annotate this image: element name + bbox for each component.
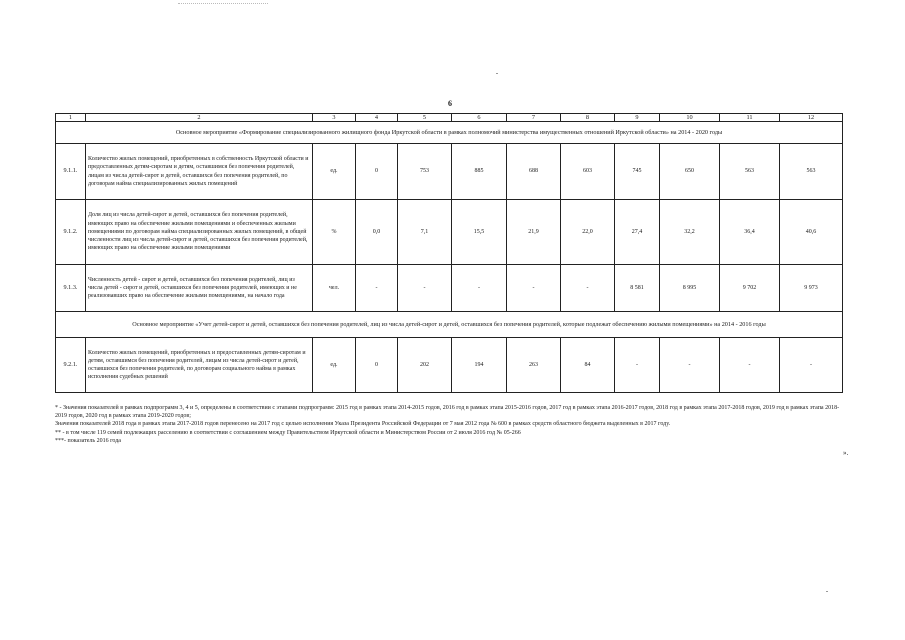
footnote: * - Значения показателей в рамках подпрограмм 3, 4 и 5, определены в соответствии с этапами подпрограмм: 2015 год в рамках этапа 2014-2015 годов, 2016 год в рамках этапа 2015-2016 годов, 2017 год в рамках этапа 2016-2017 годов, 2018 год в рамках этапа 2017-2018 годов, 2019 год в рамках этапа 2018-2019 годов, 2020 год в рамках этапа 2019-2020 годов; — [55, 405, 840, 420]
row-value: 0 — [356, 338, 398, 393]
row-value: - — [356, 265, 398, 312]
row-value: - — [615, 338, 660, 393]
footnote: ** - в том числе 119 семей подлежащих расселению в соответствии с соглашением между Правительством Иркутской области и Министерством России от 2 июля 2016 год № 05-266 — [55, 429, 521, 436]
row-description: Количество жилых помещений, приобретенных и предоставленных детям-сиротам и детям, оставшимся без попечения родителей, лицам из числа детей-сирот и детей, оставшихся без попечения родителей, по договорам социального найма в рамках исполнения судебных решений — [86, 338, 313, 393]
closing-quote: ». — [843, 449, 849, 457]
header-cell: 7 — [507, 114, 561, 122]
row-value: 40,6 — [780, 200, 843, 265]
row-value: - — [780, 338, 843, 393]
row-value: - — [720, 338, 780, 393]
row-code: 9.2.1. — [56, 338, 86, 393]
footnotes — [55, 404, 845, 445]
row-value: 753 — [398, 144, 452, 200]
row-value: - — [660, 338, 720, 393]
row-code: 9.1.1. — [56, 144, 86, 200]
scan-speck — [496, 73, 498, 74]
row-value: - — [507, 265, 561, 312]
row-value: 202 — [398, 338, 452, 393]
row-value: 263 — [507, 338, 561, 393]
header-cell: 1 — [56, 114, 86, 122]
scan-speck — [826, 591, 828, 592]
header-cell: 11 — [720, 114, 780, 122]
row-value: 32,2 — [660, 200, 720, 265]
header-cell: 3 — [313, 114, 356, 122]
row-unit: % — [313, 200, 356, 265]
row-description: Доля лиц из числа детей-сирот и детей, оставшихся без попечения родителей, имеющих право на обеспечение жилыми помещениями и обеспеченных жилыми помещениями по договорам найма специализированных жилых помещений, в общей численности лиц из числа детей-сирот и детей, оставшихся без попечения родителей, имеющих право на обеспечение жилыми помещениями — [86, 200, 313, 265]
row-value: 650 — [660, 144, 720, 200]
row-value: 8 995 — [660, 265, 720, 312]
table-row — [56, 144, 843, 200]
row-value: - — [561, 265, 615, 312]
row-code: 9.1.3. — [56, 265, 86, 312]
row-code: 9.1.2. — [56, 200, 86, 265]
header-cell: 9 — [615, 114, 660, 122]
footnote: Значения показателей 2018 года в рамках этапа 2017-2018 годов перенесено на 2017 год с целью исполнения Указа Президента Российской Федерации от 7 мая 2012 года № 600 в рамках средств областного бюджета выделенных в 2017 году. — [55, 421, 671, 428]
row-value: 22,0 — [561, 200, 615, 265]
row-value: 885 — [452, 144, 507, 200]
row-value: 0 — [356, 144, 398, 200]
row-value: 563 — [720, 144, 780, 200]
row-value: 7,1 — [398, 200, 452, 265]
row-value: 194 — [452, 338, 507, 393]
row-value: 603 — [561, 144, 615, 200]
header-cell: 4 — [356, 114, 398, 122]
row-value: 21,9 — [507, 200, 561, 265]
scan-artifact — [178, 3, 268, 6]
row-value: 9 702 — [720, 265, 780, 312]
table-row — [56, 265, 843, 312]
header-cell: 10 — [660, 114, 720, 122]
header-cell: 8 — [561, 114, 615, 122]
header-cell: 5 — [398, 114, 452, 122]
row-value: 27,4 — [615, 200, 660, 265]
header-cell: 6 — [452, 114, 507, 122]
section-title: Основное мероприятие «Формирование специализированного жилищного фонда Иркутской области в рамках полномочий министерства имущественных отношений Иркутской области» на 2014 - 2020 годы — [56, 122, 843, 144]
table-row — [56, 338, 843, 393]
section-title: Основное мероприятие «Учет детей-сирот и детей, оставшихся без попечения родителей, лиц из числа детей-сирот и детей, оставшихся без попечения родителей, которые подлежат обеспечению жилыми помещениями» на 2014 - 2016 годы — [56, 312, 843, 338]
row-unit: ед. — [313, 338, 356, 393]
section-row — [56, 122, 843, 144]
row-value: 36,4 — [720, 200, 780, 265]
row-value: 15,5 — [452, 200, 507, 265]
header-cell: 12 — [780, 114, 843, 122]
header-cell: 2 — [86, 114, 313, 122]
row-unit: ед. — [313, 144, 356, 200]
page-number: 6 — [448, 99, 452, 108]
row-description: Численность детей - сирот и детей, оставшихся без попечения родителей, лиц из числа детей - сирот и детей, оставшихся без попечения родителей, имеющих и не реализовавших право на обеспечение жилыми помещениями, на начало года — [86, 265, 313, 312]
row-value: 563 — [780, 144, 843, 200]
row-value: 9 973 — [780, 265, 843, 312]
header-row — [56, 114, 843, 122]
row-value: 0,0 — [356, 200, 398, 265]
indicators-table — [55, 113, 843, 393]
row-unit: чел. — [313, 265, 356, 312]
table-row — [56, 200, 843, 265]
row-value: - — [452, 265, 507, 312]
row-value: 84 — [561, 338, 615, 393]
row-value: 8 581 — [615, 265, 660, 312]
row-value: 745 — [615, 144, 660, 200]
row-value: - — [398, 265, 452, 312]
row-description: Количество жилых помещений, приобретенных в собственность Иркутской области и предоставленных детям-сиротам и детям, оставшимся без попечения родителей, лицам из числа детей-сирот и детей, оставшихся без попечения родителей, по договорам найма специализированных жилых помещений — [86, 144, 313, 200]
section-row — [56, 312, 843, 338]
row-value: 688 — [507, 144, 561, 200]
footnote: ***- показатель 2016 года — [55, 437, 121, 444]
